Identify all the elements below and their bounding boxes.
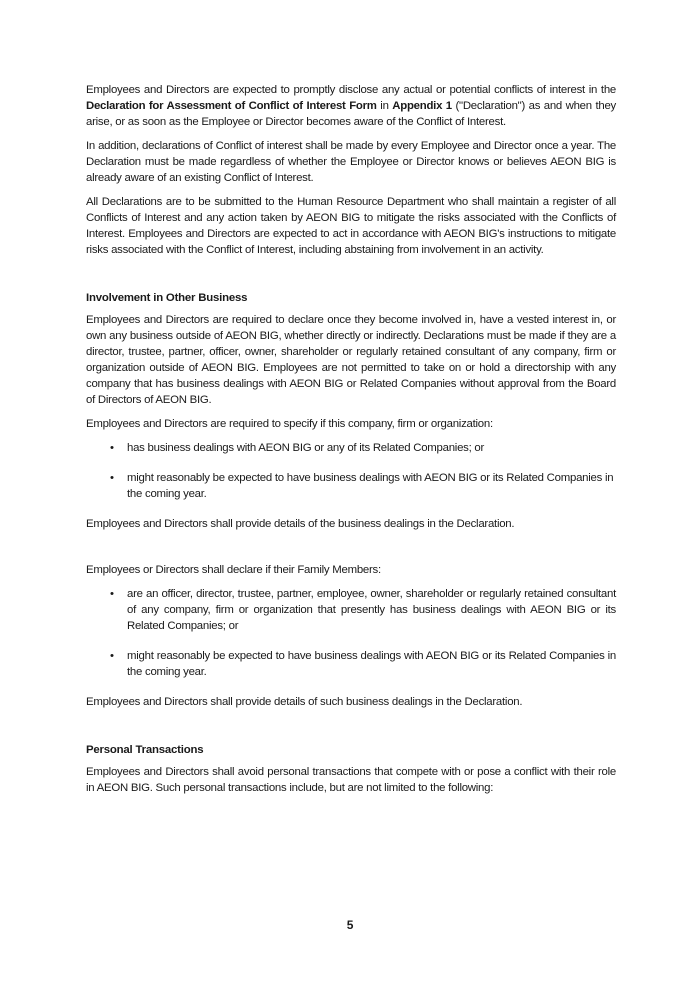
annual-declaration-paragraph: In addition, declarations of Conflict of interest shall be made by every Employee and Director once a year. The Declaration must be made regardless of whether the Employee or Director knows or believes AEON BIG is already aware of an existing Conflict of Interest. [86,140,616,184]
provide-business-details-paragraph: Employees and Directors shall provide details of such business dealings in the Declaration. [86,696,523,708]
other-business-heading: Involvement in Other Business [86,292,248,304]
provide-details-paragraph: Employees and Directors shall provide details of the business dealings in the Declaration. [86,518,515,530]
list-item: • has business dealings with AEON BIG or any of its Related Companies; or [110,440,616,456]
page-number: 5 [346,918,354,932]
family-members-paragraph: Employees or Directors shall declare if their Family Members: [86,564,381,576]
declaration-form-title: Declaration for Assessment of Conflict of Interest Form [86,100,377,112]
text-run: Employees and Directors are expected to promptly disclose any actual or potential conflicts of interest in the [86,84,616,96]
list-item: • might reasonably be expected to have business dealings with AEON BIG or its Related Companies in the coming year. [110,470,616,502]
specify-organization-paragraph: Employees and Directors are required to specify if this company, firm or organization: [86,418,493,430]
personal-transactions-heading: Personal Transactions [86,744,204,756]
other-business-paragraph: Employees and Directors are required to declare once they become involved in, have a vested interest in, or own any business outside of AEON BIG, whether directly or indirectly. Declarations must be made if they are a director, trustee, partner, officer, owner, shareholder or regularly retained consultant of any company, firm or organization outside of AEON BIG. Employees are not permitted to take on or hold a directorship with any company that has business dealings with AEON BIG or Related Companies without approval from the Board of Directors of AEON BIG. [86,314,616,406]
family-members-list [86,586,616,680]
conflict-disclosure-paragraph [86,82,616,130]
list-item: • are an officer, director, trustee, partner, employee, owner, shareholder or regularly retained consultant of any company, firm or organization that presently has business dealings with AEON BIG or its Related Companies; or [110,586,616,634]
declaration-register-paragraph: All Declarations are to be submitted to the Human Resource Department who shall maintain a register of all Conflicts of Interest and any action taken by AEON BIG to mitigate the risks associated with the Conflicts of Interest. Employees and Directors are expected to act in accordance with AEON BIG's instructions to mitigate risks associated with the Conflict of Interest, including abstaining from involvement in an activity. [86,196,616,256]
list-item: • might reasonably be expected to have business dealings with AEON BIG or its Related Companies in the coming year. [110,648,616,680]
personal-transactions-paragraph: Employees and Directors shall avoid personal transactions that compete with or pose a conflict with their role in AEON BIG. Such personal transactions include, but are not limited to the following: [86,766,616,794]
text-run: in [376,100,393,112]
text-run: ("Declaration") as and when they arise, or as soon as the Employee or Director becomes aware of the Conflict of Interest. [86,100,616,128]
appendix-reference: Appendix 1 [392,100,452,112]
business-dealings-list [86,440,616,502]
